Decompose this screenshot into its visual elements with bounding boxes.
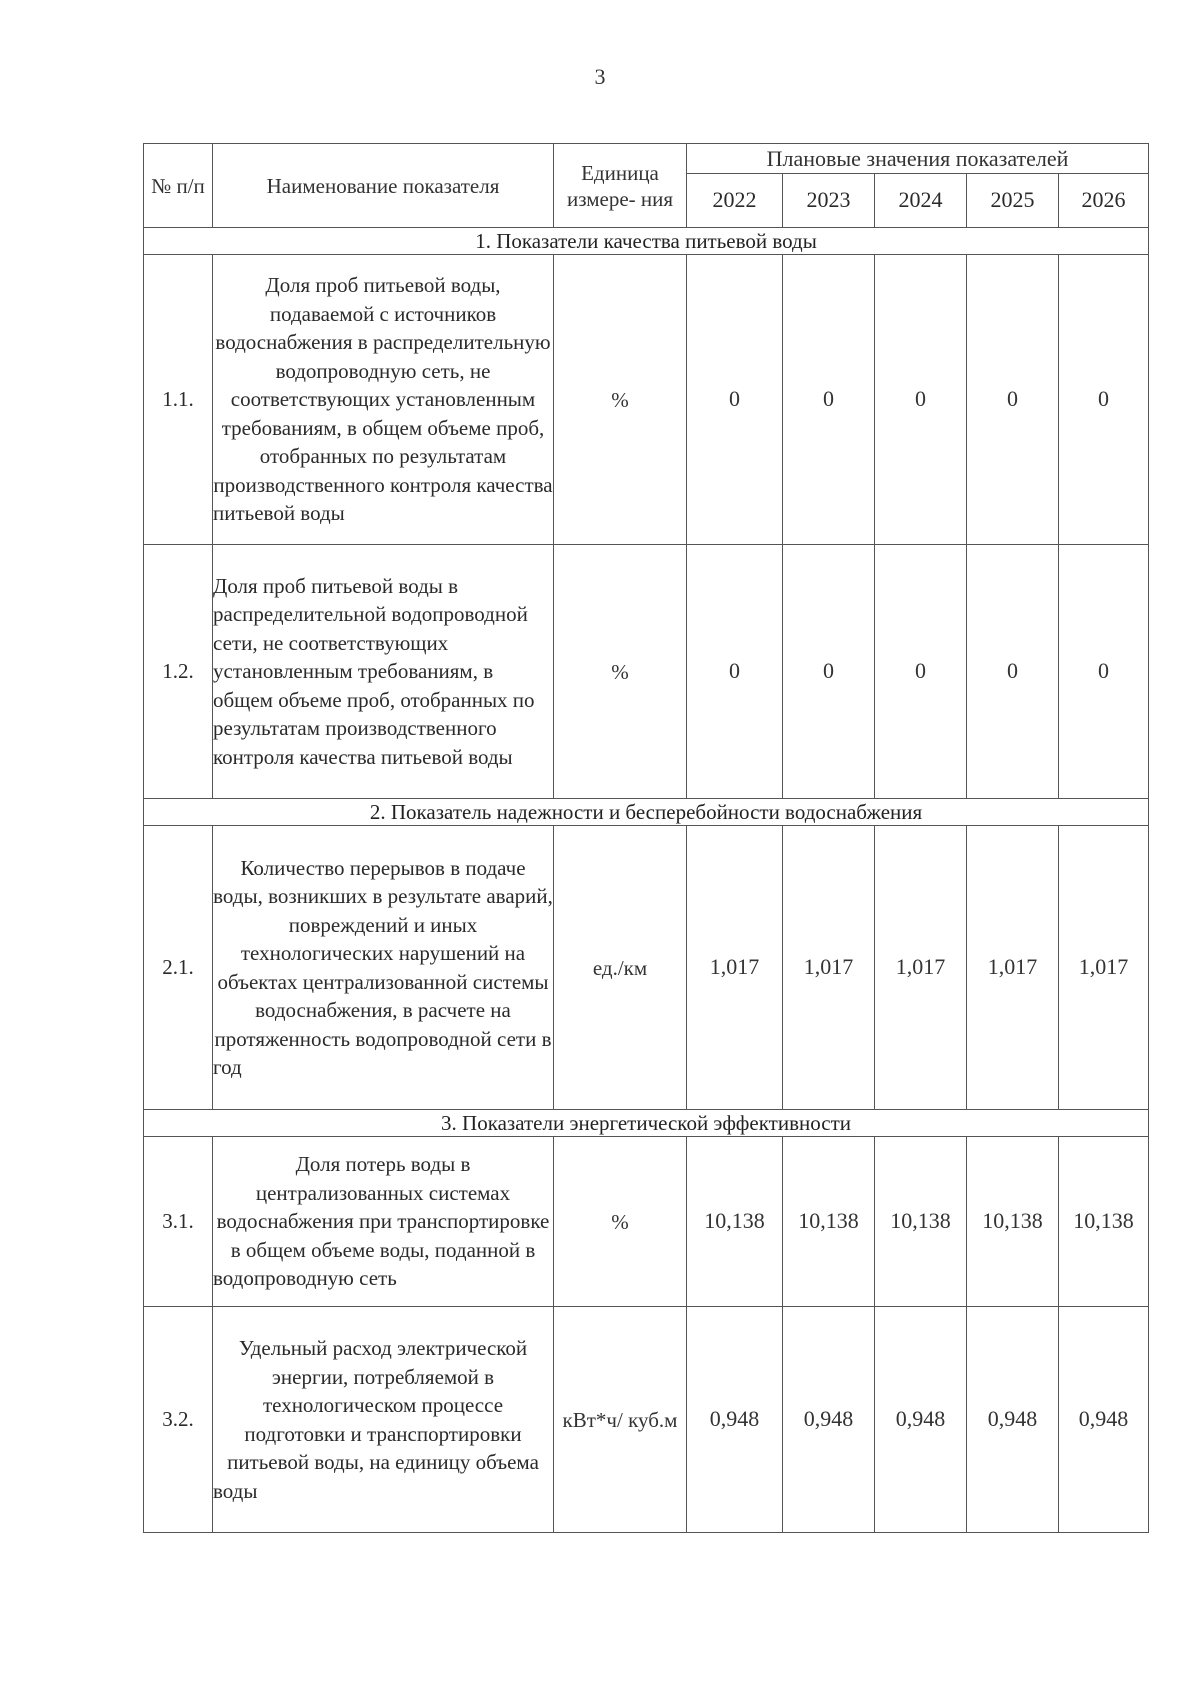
table-row (144, 826, 1149, 1110)
header-year: 2024 (875, 174, 967, 228)
row-value: 1,017 (687, 826, 783, 1110)
row-unit: % (554, 1137, 687, 1307)
row-value: 0,948 (875, 1307, 967, 1533)
row-num: 2.1. (144, 826, 213, 1110)
section-title: 1. Показатели качества питьевой воды (144, 228, 1149, 255)
row-value: 0 (967, 255, 1059, 545)
row-value: 0 (875, 255, 967, 545)
row-name: Количество перерывов в подаче воды, возникших в результате аварий, повреждений и иных технологических нарушений на объектах централизованной системы водоснабжения, в расчете на протяженность водопроводной сети в год (213, 826, 554, 1110)
row-value: 1,017 (875, 826, 967, 1110)
row-name: Доля проб питьевой воды, подаваемой с источников водоснабжения в распределительную водопроводную сеть, не соответствующих установленным требованиям, в общем объеме проб, отобранных по результатам производственного контроля качества питьевой воды (213, 255, 554, 545)
row-value: 0,948 (783, 1307, 875, 1533)
section-title: 3. Показатели энергетической эффективности (144, 1110, 1149, 1137)
row-value: 10,138 (687, 1137, 783, 1307)
header-year: 2022 (687, 174, 783, 228)
table-row (144, 1137, 1149, 1307)
header-year: 2025 (967, 174, 1059, 228)
header-unit: Единица измере- ния (554, 144, 687, 228)
table-row (144, 255, 1149, 545)
page-number: 3 (594, 64, 606, 89)
table-row (144, 545, 1149, 799)
header-name: Наименование показателя (213, 144, 554, 228)
row-value: 10,138 (1059, 1137, 1149, 1307)
row-value: 1,017 (967, 826, 1059, 1110)
section-title: 2. Показатель надежности и бесперебойности водоснабжения (144, 799, 1149, 826)
row-value: 1,017 (783, 826, 875, 1110)
row-unit: % (554, 545, 687, 799)
row-value: 0 (967, 545, 1059, 799)
row-value: 0 (687, 255, 783, 545)
row-name: Удельный расход электрической энергии, потребляемой в технологическом процессе подготовки и транспортировки питьевой воды, на единицу объема воды (213, 1307, 554, 1533)
row-value: 0,948 (687, 1307, 783, 1533)
row-unit: кВт*ч/ куб.м (554, 1307, 687, 1533)
row-value: 0 (783, 545, 875, 799)
indicators-table (143, 143, 1149, 1533)
row-value: 10,138 (783, 1137, 875, 1307)
row-num: 3.2. (144, 1307, 213, 1533)
row-value: 1,017 (1059, 826, 1149, 1110)
row-name: Доля проб питьевой воды в распределительной водопроводной сети, не соответствующих установленным требованиям, в общем объеме проб, отобранных по результатам производственного контроля качества питьевой воды (213, 545, 554, 799)
row-value: 10,138 (967, 1137, 1059, 1307)
row-value: 0 (875, 545, 967, 799)
row-unit: % (554, 255, 687, 545)
row-value: 0,948 (967, 1307, 1059, 1533)
header-year: 2023 (783, 174, 875, 228)
row-name: Доля потерь воды в централизованных системах водоснабжения при транспортировке в общем объеме воды, поданной в водопроводную сеть (213, 1137, 554, 1307)
row-unit: ед./км (554, 826, 687, 1110)
row-num: 3.1. (144, 1137, 213, 1307)
table-row (144, 1307, 1149, 1533)
row-num: 1.1. (144, 255, 213, 545)
header-num: № п/п (144, 144, 213, 228)
row-value: 0 (1059, 545, 1149, 799)
header-year: 2026 (1059, 174, 1149, 228)
row-value: 0 (783, 255, 875, 545)
row-value: 0,948 (1059, 1307, 1149, 1533)
row-num: 1.2. (144, 545, 213, 799)
row-value: 10,138 (875, 1137, 967, 1307)
row-value: 0 (1059, 255, 1149, 545)
header-plan: Плановые значения показателей (687, 144, 1149, 174)
row-value: 0 (687, 545, 783, 799)
